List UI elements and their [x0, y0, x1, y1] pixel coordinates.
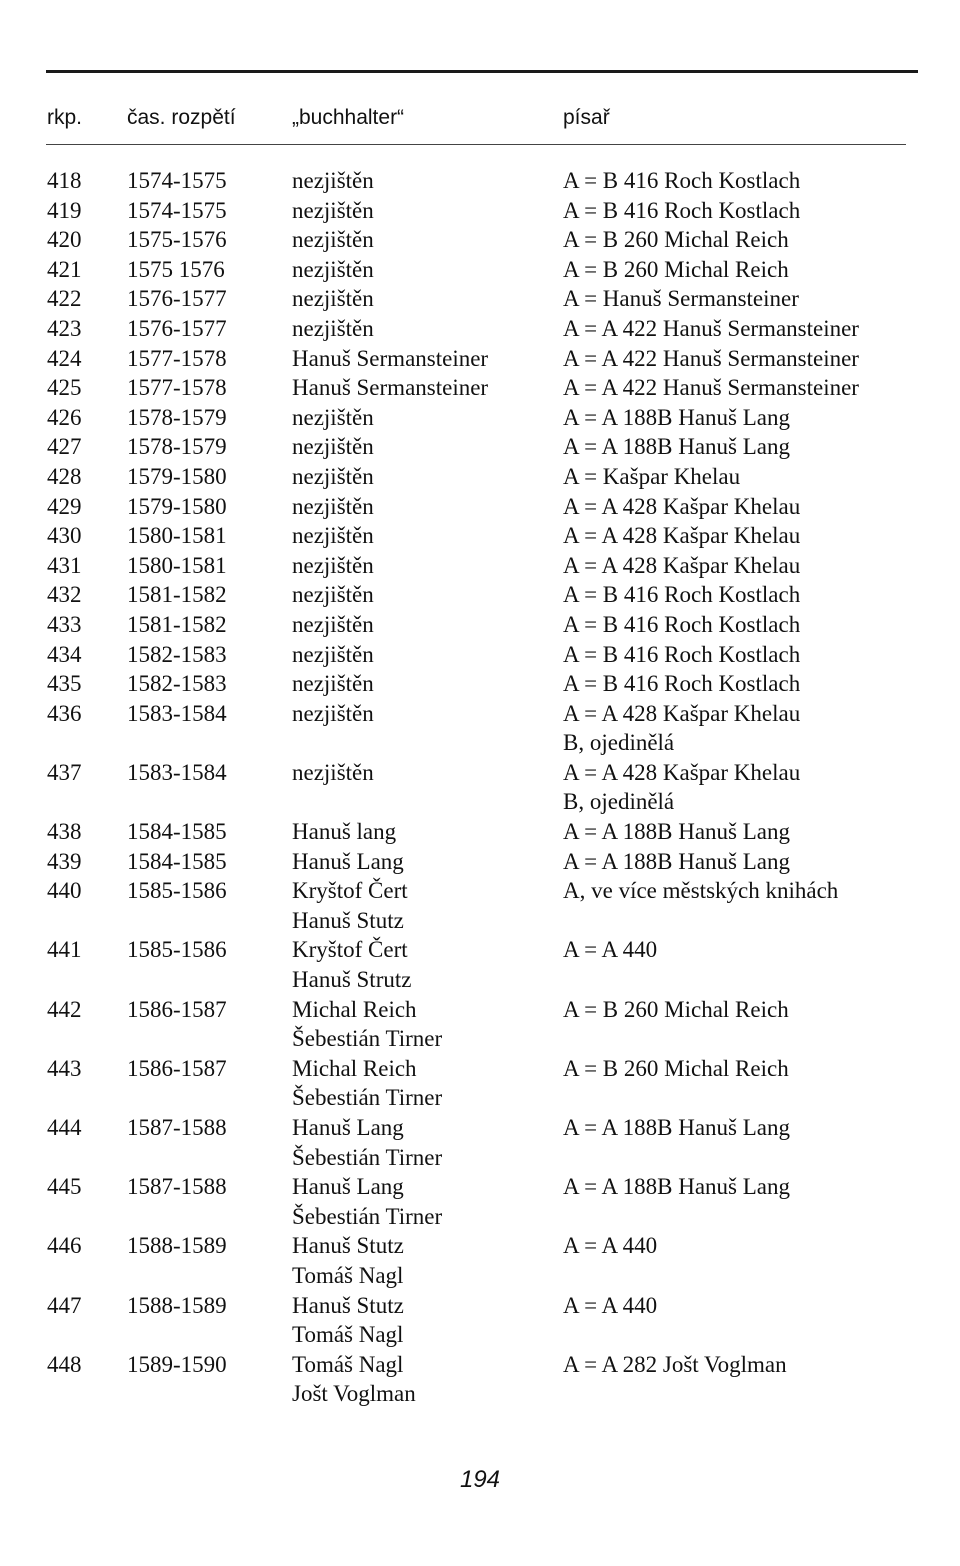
buchhalter-cell	[292, 758, 374, 788]
pisar-line: A = A 188B Hanuš Lang	[563, 404, 791, 430]
pisar-line: A = B 416 Roch Kostlach	[563, 197, 801, 223]
buchhalter-name: Hanuš Sermansteiner	[292, 375, 489, 401]
time-span: 1581-1582	[127, 582, 227, 608]
table-row	[0, 1291, 960, 1350]
table-row	[0, 1350, 960, 1409]
buchhalter-name: Hanuš Sermansteiner	[292, 345, 489, 371]
buchhalter-name: nezjištěn	[292, 434, 374, 460]
buchhalter-cell	[292, 403, 374, 433]
time-span: 1579-1580	[127, 493, 227, 519]
buchhalter-name: nezjištěn	[292, 552, 374, 578]
buchhalter-name: nezjištěn	[292, 286, 374, 312]
time-span: 1580-1581	[127, 552, 227, 578]
table-row	[0, 344, 960, 374]
time-span: 1577-1578	[127, 345, 227, 371]
time-span: 1581-1582	[127, 611, 227, 637]
time-span: 1575-1576	[127, 227, 227, 253]
buchhalter-name: nezjištěn	[292, 493, 374, 519]
table-row	[0, 521, 960, 551]
buchhalter-cell	[292, 669, 374, 699]
table-row	[0, 373, 960, 403]
manuscript-number: 433	[47, 611, 82, 637]
pisar-line: A = A 188B Hanuš Lang	[563, 1174, 791, 1200]
manuscript-number: 435	[47, 671, 82, 697]
buchhalter-name: nezjištěn	[292, 404, 374, 430]
pisar-line: A = A 440	[563, 937, 658, 963]
time-span: 1577-1578	[127, 375, 227, 401]
table-row	[0, 847, 960, 877]
pisar-cell	[563, 1054, 789, 1084]
table-row	[0, 1231, 960, 1290]
pisar-line: A = A 428 Kašpar Khelau	[563, 493, 801, 519]
pisar-cell	[563, 580, 800, 610]
time-span: 1579-1580	[127, 463, 227, 489]
buchhalter-name: Šebestián Tirner	[292, 1026, 443, 1052]
pisar-line: B, ojedinělá	[563, 730, 675, 756]
buchhalter-name: nezjištěn	[292, 671, 374, 697]
buchhalter-name: nezjištěn	[292, 582, 374, 608]
manuscript-number: 445	[47, 1174, 82, 1200]
table-row	[0, 935, 960, 994]
page-number: 194	[459, 1466, 501, 1493]
manuscript-number: 428	[47, 463, 82, 489]
time-span: 1584-1585	[127, 819, 227, 845]
pisar-line: A = B 416 Roch Kostlach	[563, 641, 801, 667]
buchhalter-cell	[292, 344, 488, 374]
pisar-cell	[563, 314, 859, 344]
pisar-line: A = B 416 Roch Kostlach	[563, 168, 801, 193]
time-span: 1587-1588	[127, 1115, 227, 1140]
manuscript-number: 421	[47, 256, 82, 282]
table-row	[0, 403, 960, 433]
buchhalter-name: Hanuš Strutz	[292, 967, 412, 993]
table-row	[0, 1113, 960, 1172]
buchhalter-cell	[292, 462, 374, 492]
time-span: 1585-1586	[127, 878, 227, 904]
manuscript-number: 424	[47, 345, 82, 371]
pisar-line: A = Kašpar Khelau	[563, 463, 741, 489]
buchhalter-cell	[292, 521, 374, 551]
pisar-cell	[563, 1350, 787, 1380]
buchhalter-name: Tomáš Nagl	[292, 1351, 404, 1377]
pisar-cell	[563, 462, 740, 492]
buchhalter-cell	[292, 640, 374, 670]
pisar-line: A = A 422 Hanuš Sermansteiner	[563, 315, 859, 341]
table-row	[0, 1172, 960, 1231]
pisar-line: A = B 416 Roch Kostlach	[563, 611, 801, 637]
header-buchhalter: „buchhalter“	[292, 106, 405, 129]
buchhalter-name: Tomáš Nagl	[292, 1322, 404, 1348]
manuscript-number: 442	[47, 996, 82, 1022]
pisar-line: A = A 428 Kašpar Khelau	[563, 523, 801, 549]
pisar-cell	[563, 876, 838, 906]
time-span: 1578-1579	[127, 404, 227, 430]
time-span: 1585-1586	[127, 937, 227, 963]
table-row	[0, 758, 960, 817]
pisar-line: A, ve více městských knihách	[563, 878, 839, 904]
pisar-cell	[563, 225, 789, 255]
time-span: 1578-1579	[127, 434, 227, 460]
time-span: 1575 1576	[127, 256, 225, 282]
table-row	[0, 610, 960, 640]
buchhalter-cell	[292, 935, 411, 994]
buchhalter-name: nezjištěn	[292, 197, 374, 223]
pisar-cell	[563, 432, 790, 462]
header-rkp: rkp.	[47, 106, 83, 129]
buchhalter-cell	[292, 373, 488, 403]
manuscript-number: 436	[47, 700, 82, 726]
pisar-cell	[563, 255, 789, 285]
table-row	[0, 640, 960, 670]
buchhalter-cell	[292, 817, 396, 847]
pisar-cell	[563, 1113, 790, 1143]
buchhalter-name: nezjištěn	[292, 463, 374, 489]
table-header	[0, 106, 960, 140]
pisar-line: A = B 416 Roch Kostlach	[563, 671, 801, 697]
pisar-cell	[563, 817, 790, 847]
buchhalter-cell	[292, 699, 374, 729]
top-rule	[46, 70, 918, 73]
time-span: 1583-1584	[127, 759, 227, 785]
buchhalter-cell	[292, 225, 374, 255]
table-row	[0, 255, 960, 285]
manuscript-number: 426	[47, 404, 82, 430]
buchhalter-name: nezjištěn	[292, 227, 374, 253]
table-row	[0, 699, 960, 758]
manuscript-number: 437	[47, 759, 82, 785]
pisar-cell	[563, 403, 790, 433]
buchhalter-name: nezjištěn	[292, 641, 374, 667]
buchhalter-cell	[292, 432, 374, 462]
pisar-cell	[563, 640, 800, 670]
buchhalter-cell	[292, 196, 374, 226]
pisar-cell	[563, 935, 657, 965]
table-row	[0, 196, 960, 226]
pisar-cell	[563, 669, 800, 699]
pisar-cell	[563, 373, 859, 403]
buchhalter-cell	[292, 551, 374, 581]
table-row	[0, 1054, 960, 1113]
manuscript-number: 429	[47, 493, 82, 519]
buchhalter-name: Kryštof Čert	[292, 878, 408, 904]
pisar-cell	[563, 1172, 790, 1202]
buchhalter-name: Hanuš lang	[292, 819, 397, 845]
buchhalter-name: nezjištěn	[292, 256, 374, 282]
buchhalter-cell	[292, 1113, 442, 1172]
pisar-line: A = A 422 Hanuš Sermansteiner	[563, 375, 859, 401]
time-span: 1582-1583	[127, 641, 227, 667]
time-span: 1584-1585	[127, 848, 227, 874]
pisar-line: A = A 428 Kašpar Khelau	[563, 759, 801, 785]
manuscript-number: 418	[47, 168, 82, 193]
pisar-cell	[563, 758, 800, 817]
table-row	[0, 876, 960, 935]
table-row	[0, 225, 960, 255]
buchhalter-name: nezjištěn	[292, 611, 374, 637]
buchhalter-name: Šebestián Tirner	[292, 1085, 443, 1111]
buchhalter-name: Michal Reich	[292, 1055, 417, 1081]
pisar-cell	[563, 847, 790, 877]
buchhalter-cell	[292, 255, 374, 285]
time-span: 1588-1589	[127, 1233, 227, 1259]
buchhalter-name: nezjištěn	[292, 759, 374, 785]
table-row	[0, 580, 960, 610]
pisar-cell	[563, 995, 789, 1025]
table-row	[0, 432, 960, 462]
manuscript-number: 427	[47, 434, 82, 460]
table-row	[0, 314, 960, 344]
manuscript-number: 434	[47, 641, 82, 667]
pisar-line: A = A 440	[563, 1233, 658, 1259]
time-span: 1588-1589	[127, 1292, 227, 1318]
buchhalter-cell	[292, 1172, 442, 1231]
buchhalter-name: nezjištěn	[292, 315, 374, 341]
table-row	[0, 551, 960, 581]
buchhalter-name: Hanuš Stutz	[292, 1292, 404, 1318]
manuscript-number: 441	[47, 937, 82, 963]
buchhalter-cell	[292, 610, 374, 640]
buchhalter-cell	[292, 847, 404, 877]
manuscript-number: 438	[47, 819, 82, 845]
pisar-cell	[563, 166, 800, 196]
buchhalter-cell	[292, 1231, 404, 1290]
time-span: 1576-1577	[127, 315, 227, 341]
pisar-line: A = A 188B Hanuš Lang	[563, 819, 791, 845]
pisar-cell	[563, 344, 859, 374]
table-row	[0, 817, 960, 847]
manuscript-number: 420	[47, 227, 82, 253]
buchhalter-name: Hanuš Stutz	[292, 907, 404, 933]
buchhalter-name: Jošt Voglman	[292, 1381, 416, 1407]
buchhalter-name: Hanuš Stutz	[292, 1233, 404, 1259]
manuscript-number: 423	[47, 315, 82, 341]
header-pisar: písař	[563, 106, 610, 129]
manuscript-number: 439	[47, 848, 82, 874]
pisar-line: A = B 260 Michal Reich	[563, 227, 789, 253]
pisar-line: A = A 440	[563, 1292, 658, 1318]
time-span: 1580-1581	[127, 523, 227, 549]
pisar-line: A = A 188B Hanuš Lang	[563, 848, 791, 874]
table-row	[0, 462, 960, 492]
manuscript-number: 443	[47, 1055, 82, 1081]
buchhalter-cell	[292, 580, 374, 610]
pisar-line: A = A 422 Hanuš Sermansteiner	[563, 345, 859, 371]
pisar-line: A = A 428 Kašpar Khelau	[563, 552, 801, 578]
time-span: 1589-1590	[127, 1351, 227, 1377]
buchhalter-name: Šebestián Tirner	[292, 1203, 443, 1229]
pisar-cell	[563, 196, 800, 226]
buchhalter-cell	[292, 876, 408, 935]
table-row	[0, 995, 960, 1054]
manuscript-number: 419	[47, 197, 82, 223]
pisar-cell	[563, 699, 800, 758]
buchhalter-cell	[292, 314, 374, 344]
manuscript-number: 446	[47, 1233, 82, 1259]
manuscript-number: 425	[47, 375, 82, 401]
buchhalter-cell	[292, 995, 442, 1054]
table-row	[0, 492, 960, 522]
pisar-line: A = B 260 Michal Reich	[563, 996, 789, 1022]
pisar-cell	[563, 1231, 657, 1261]
pisar-line: A = B 260 Michal Reich	[563, 256, 789, 282]
time-span: 1582-1583	[127, 671, 227, 697]
manuscript-number: 422	[47, 286, 82, 312]
table-body	[0, 166, 960, 1409]
pisar-line: A = A 282 Jošt Voglman	[563, 1351, 787, 1377]
manuscript-number: 448	[47, 1351, 82, 1377]
buchhalter-cell	[292, 1054, 442, 1113]
time-span: 1587-1588	[127, 1174, 227, 1200]
time-span: 1583-1584	[127, 700, 227, 726]
pisar-cell	[563, 492, 800, 522]
buchhalter-name: Michal Reich	[292, 996, 417, 1022]
buchhalter-cell	[292, 284, 374, 314]
buchhalter-name: nezjištěn	[292, 700, 374, 726]
buchhalter-name: nezjištěn	[292, 523, 374, 549]
pisar-cell	[563, 521, 800, 551]
pisar-line: A = Hanuš Sermansteiner	[563, 286, 799, 312]
manuscript-number: 432	[47, 582, 82, 608]
pisar-line: A = A 188B Hanuš Lang	[563, 1115, 791, 1140]
pisar-cell	[563, 551, 800, 581]
buchhalter-cell	[292, 492, 374, 522]
manuscript-number: 430	[47, 523, 82, 549]
buchhalter-name: Kryštof Čert	[292, 937, 408, 963]
buchhalter-cell	[292, 1291, 404, 1350]
buchhalter-cell	[292, 1350, 416, 1409]
pisar-line: A = B 416 Roch Kostlach	[563, 582, 801, 608]
buchhalter-name: nezjištěn	[292, 168, 374, 193]
manuscript-number: 444	[47, 1115, 82, 1140]
pisar-line: A = B 260 Michal Reich	[563, 1055, 789, 1081]
buchhalter-name: Hanuš Lang	[292, 1115, 404, 1140]
time-span: 1576-1577	[127, 286, 227, 312]
header-cas: čas. rozpětí	[127, 106, 236, 129]
pisar-cell	[563, 284, 799, 314]
table-row	[0, 166, 960, 196]
buchhalter-name: Hanuš Lang	[292, 848, 404, 874]
buchhalter-name: Hanuš Lang	[292, 1174, 404, 1200]
buchhalter-name: Šebestián Tirner	[292, 1144, 443, 1170]
time-span: 1574-1575	[127, 168, 227, 193]
buchhalter-cell	[292, 166, 374, 196]
pisar-cell	[563, 610, 800, 640]
manuscript-number: 440	[47, 878, 82, 904]
pisar-line: A = A 428 Kašpar Khelau	[563, 700, 801, 726]
pisar-line: A = A 188B Hanuš Lang	[563, 434, 791, 460]
pisar-line: B, ojedinělá	[563, 789, 675, 815]
manuscript-number: 431	[47, 552, 82, 578]
pisar-cell	[563, 1291, 657, 1321]
time-span: 1574-1575	[127, 197, 227, 223]
time-span: 1586-1587	[127, 1055, 227, 1081]
table-row	[0, 284, 960, 314]
buchhalter-name: Tomáš Nagl	[292, 1262, 404, 1288]
table-row	[0, 669, 960, 699]
header-rule	[46, 144, 906, 145]
manuscript-number: 447	[47, 1292, 82, 1318]
time-span: 1586-1587	[127, 996, 227, 1022]
